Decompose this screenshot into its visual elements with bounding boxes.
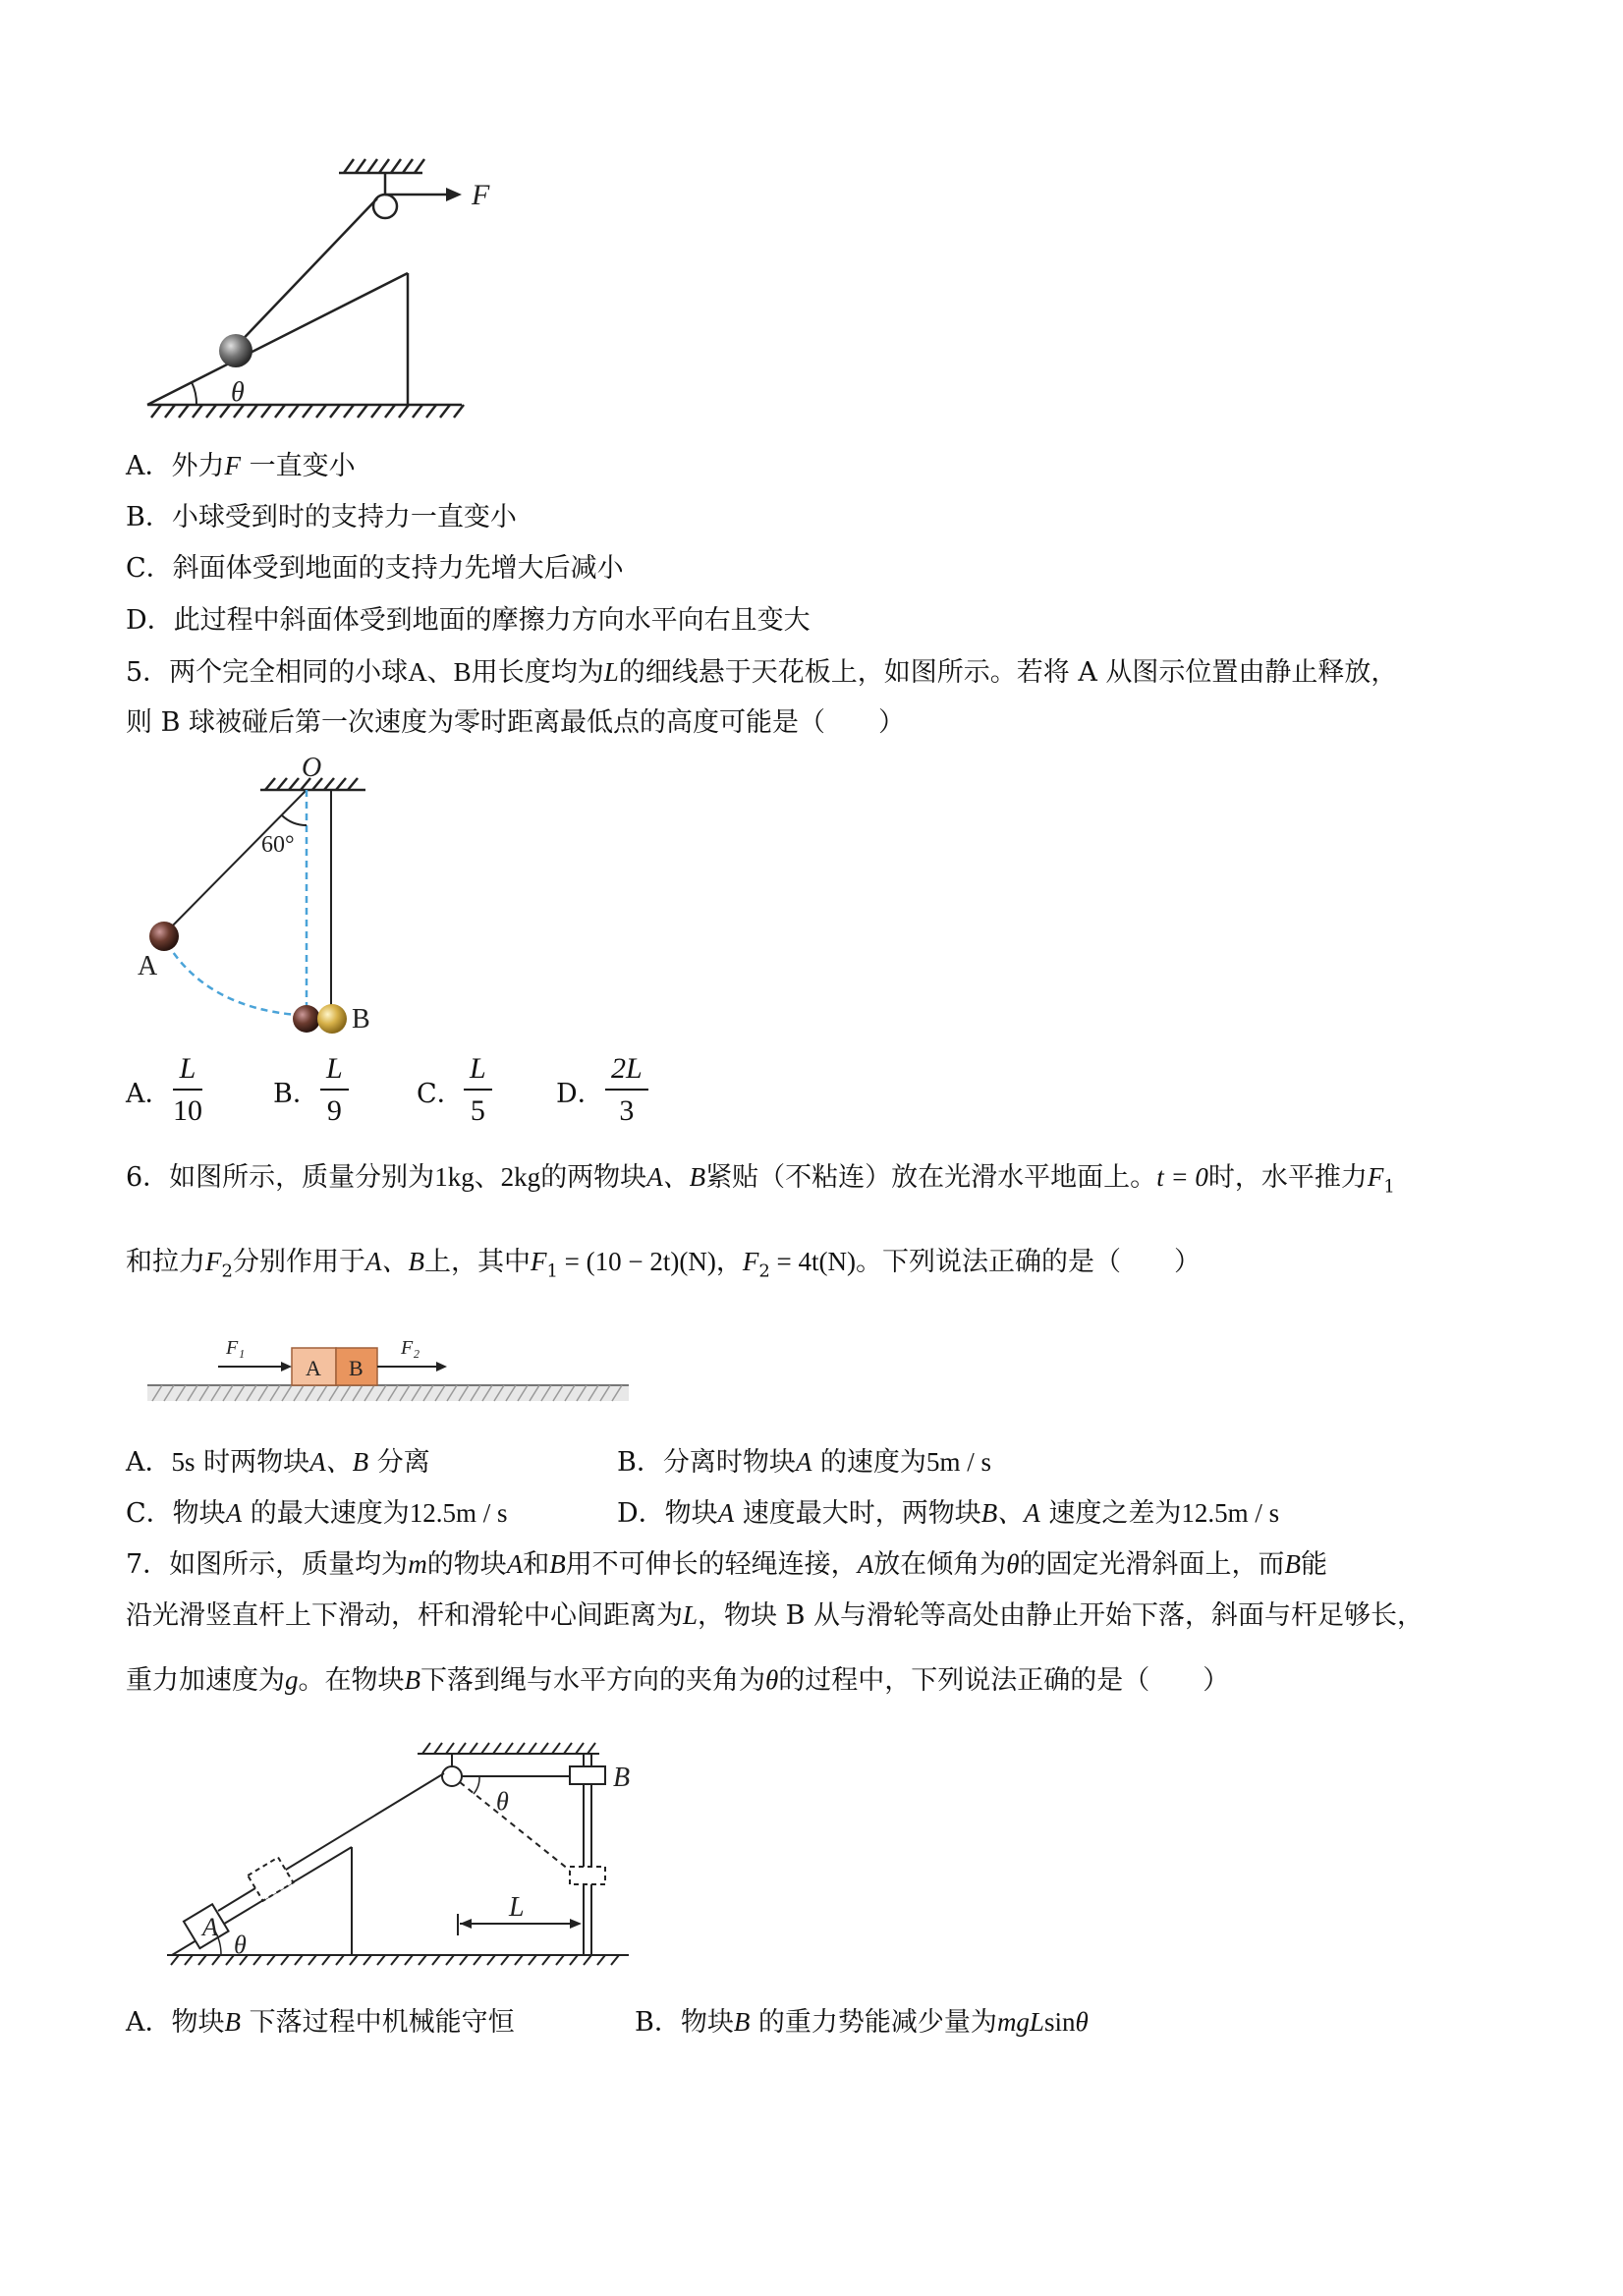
q4-pulley: [373, 195, 397, 218]
q5-ball-b: [317, 1004, 347, 1034]
q5-ball-b-label: B: [352, 1004, 370, 1035]
q5-stem-line1: 5．两个完全相同的小球A、B用长度均为L的细线悬于天花板上，如图所示。若将 A 从图示位置由静止释放，: [126, 657, 1398, 688]
q5-swing-path: [167, 943, 297, 1015]
q4-option-d[interactable]: D．此过程中斜面体受到地面的摩擦力方向水平向右且变大: [126, 605, 811, 636]
q5-string-a: [165, 790, 307, 933]
q4-option-c[interactable]: C．斜面体受到地面的支持力先增大后减小: [126, 553, 624, 584]
q7-stem-line3: 重力加速度为g。在物块B下落到绳与水平方向的夹角为θ的过程中，下列说法正确的是（ ）: [126, 1665, 1230, 1696]
q4-force-arrow: [385, 188, 462, 201]
q7-block-b-lower: [570, 1867, 605, 1884]
q5-option-c-fraction: $\frac{L}{5}$: [464, 1049, 492, 1132]
q5-option-b-fraction: $\frac{L}{9}$: [320, 1049, 349, 1132]
q6-figure: [147, 1324, 639, 1413]
q4-rope: [231, 198, 377, 352]
q7-block-b-label: B: [613, 1763, 631, 1793]
q6-option-a[interactable]: A．5s 时两物块A、B 分离: [126, 1447, 430, 1478]
q4-ball: [219, 334, 252, 367]
q5-stem-line2: 则 B 球被碰后第一次速度为零时距离最低点的高度可能是（ ）: [126, 707, 906, 738]
q6-stem-line1: 6．如图所示，质量分别为1kg、2kg的两物块A、B紧贴（不粘连）放在光滑水平地面上。t = 0时，水平推力$F_1$: [126, 1162, 1395, 1198]
q5-option-a-fraction: $\frac{L}{10}$: [173, 1049, 202, 1132]
q7-pulley: [442, 1766, 462, 1786]
q4-option-b[interactable]: B．小球受到时的支持力一直变小: [126, 502, 517, 532]
q6-f2-label: F₂: [401, 1337, 420, 1359]
q7-theta-top-label: θ: [496, 1787, 509, 1816]
q6-stem-line2: 和拉力$F_2$分别作用于A、B上，其中$F_1 = (10 - 2t)(N)$，$F_2 = 4t(N)$。下列说法正确的是（ ）: [126, 1247, 1201, 1282]
q7-length-label: L: [509, 1892, 525, 1923]
q4-figure: [138, 147, 490, 413]
q6-option-d[interactable]: D．物块A 速度最大时，两物块B、A 速度之差为12.5m / s: [617, 1498, 1280, 1529]
q7-block-a-label: A: [202, 1913, 218, 1941]
q6-option-c[interactable]: C．物块A 的最大速度为12.5m / s: [126, 1498, 508, 1529]
q6-block-b-label: B: [349, 1356, 364, 1380]
q4-ground: [147, 405, 464, 418]
q7-stem-line1: 7．如图所示，质量均为m的物块A和B用不可伸长的轻绳连接，A放在倾角为θ的固定光滑斜面上，而B能: [126, 1549, 1327, 1580]
q7-option-b[interactable]: B．物块B 的重力势能减少量为mgLsinθ: [635, 2007, 1089, 2038]
q6-block-a-label: A: [306, 1356, 321, 1380]
q7-theta-bottom-label: θ: [234, 1931, 247, 1959]
q5-angle-label: 60°: [261, 832, 295, 858]
q4-angle-label: θ: [231, 377, 245, 408]
q6-option-b[interactable]: B．分离时物块A 的速度为5m / s: [617, 1447, 991, 1478]
q5-ball-a-bottom: [293, 1005, 320, 1033]
q4-force-label: F: [472, 179, 490, 211]
q7-figure: [167, 1729, 648, 1975]
q4-angle-arc: [192, 382, 196, 405]
q5-pivot-label: O: [302, 753, 322, 783]
q4-option-a[interactable]: A．外力F 一直变小: [126, 451, 356, 481]
q5-ball-a: [149, 922, 179, 951]
q4-incline: [147, 273, 408, 405]
q6-ground: [147, 1385, 629, 1401]
q7-stem-line2: 沿光滑竖直杆上下滑动，杆和滑轮中心间距离为L，物块 B 从与滑轮等高处由静止开始下落，斜面与杆足够长，: [126, 1600, 1425, 1631]
q7-block-b: [570, 1766, 605, 1784]
q5-angle-arc: [282, 815, 307, 825]
q5-ball-a-label: A: [138, 951, 158, 981]
q5-option-d-fraction: $\frac{2L}{3}$: [605, 1049, 648, 1132]
q5-figure: [138, 747, 413, 1041]
q4-ceiling: [339, 159, 424, 196]
q6-f1-label: F₁: [226, 1337, 246, 1359]
q7-option-a[interactable]: A．物块B 下落过程中机械能守恒: [126, 2007, 515, 2038]
